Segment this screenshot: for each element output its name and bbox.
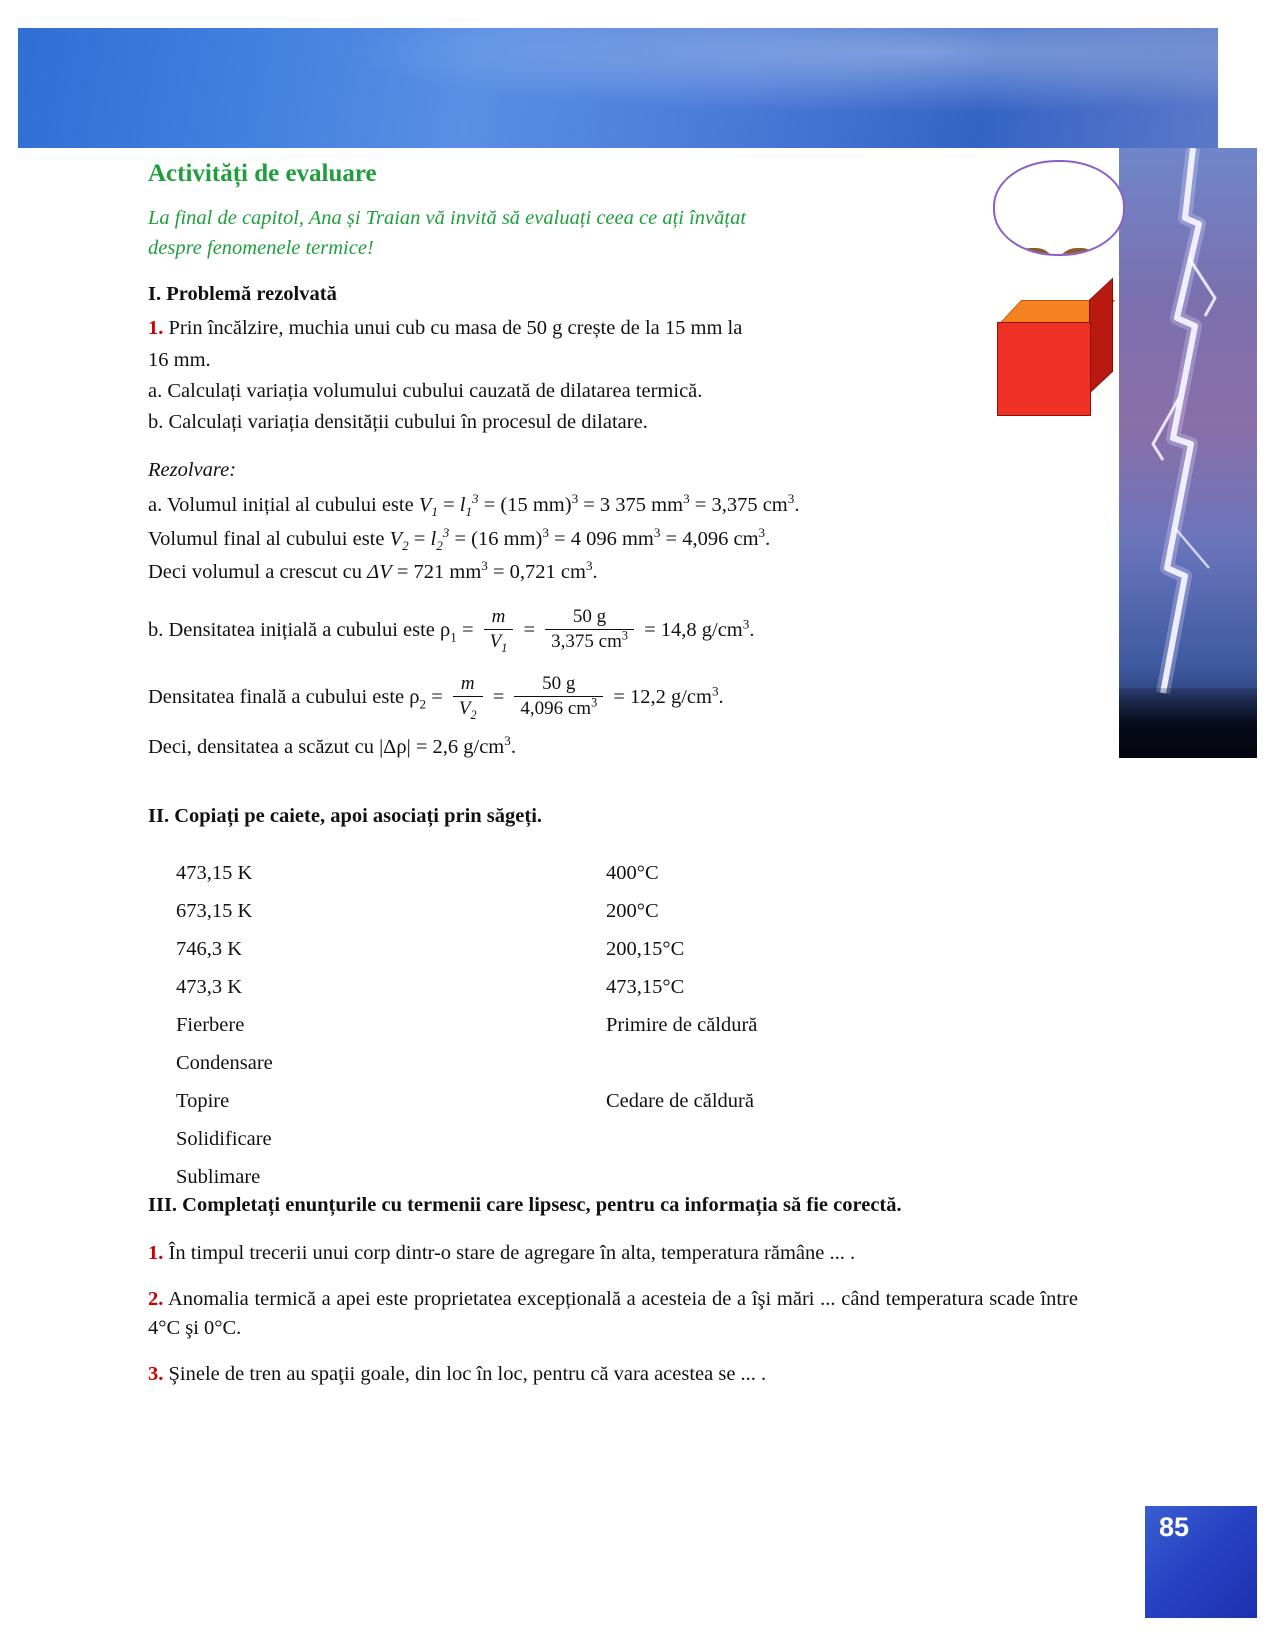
fill-in-item [148, 1360, 1078, 1390]
fill-in-item [148, 1285, 1078, 1344]
intro-line-2: despre fenomenele termice! [148, 236, 374, 259]
solution-a-line-3: Deci volumul a crescut cu ΔV = 721 $mm^3 = 0,721$ $cm^3$. [148, 558, 598, 584]
solution-b-result: = 14,8 g/cm [644, 619, 743, 642]
photo-ground [1119, 688, 1257, 758]
solution-a-val-1: = 3 375 mm [583, 493, 684, 516]
solution-a-line-2: Volumul final al cubului este $V_2 = l_2^3 = (16$ mm)$^3$ = 4 096 $mm^3 = 4,096$ $cm^3$. [148, 524, 771, 553]
symbol-l1: $l_1^3$ [459, 491, 479, 519]
solution-a-eq: = (15 mm) [483, 493, 572, 516]
section-2-heading: II. Copiați pe caiete, apoi asociați prin săgeți. [148, 804, 543, 827]
fraction-denominator: $V_1$ [484, 629, 514, 653]
intro-line-1: La final de capitol, Ana și Traian vă invită să evaluați ceea ce ați învățat [148, 207, 747, 229]
matching-exercise [148, 854, 1078, 1194]
list-item[interactable]: 473,3 K [176, 975, 243, 998]
solution-b-prefix: b. Densitatea inițială a cubului este ρ [148, 619, 451, 642]
symbol-V2: $V_2$ [389, 527, 409, 553]
list-item[interactable]: 673,15 K [176, 899, 253, 922]
list-item[interactable]: Sublimare [176, 1165, 261, 1188]
problem-sub-a: a. Calculați variația volumului cubului cauzată de dilatarea termică. [148, 379, 703, 402]
lightning-bolt-icon [1119, 148, 1257, 758]
fraction-mass-over-volume-1 [545, 606, 634, 653]
list-item[interactable]: 473,15 K [176, 861, 253, 884]
list-item[interactable]: 746,3 K [176, 937, 243, 960]
problem-number: 1. [148, 317, 164, 340]
list-item[interactable]: Topire [176, 1089, 230, 1112]
intro-paragraph [148, 204, 908, 263]
solution-a2-val-1: = 4 096 mm [554, 527, 654, 550]
item-number: 1. [148, 1241, 164, 1264]
list-item-empty [606, 1158, 757, 1196]
solution-a-val-2: = 3,375 cm [694, 493, 788, 516]
solution-a3-val-2: = 0,721 cm [492, 561, 586, 584]
list-item[interactable]: Condensare [176, 1051, 273, 1074]
section-3-heading: III. Completați enunțurile cu termenii care lipsesc, pentru ca informația să fie corectă. [148, 1193, 902, 1216]
solution-b-line-1: b. Densitatea inițială a cubului este $\rho_1$ = $\frac{m}{V_1}$ = $\frac{50 g}{3,375 cm^3}$ = 14,8 $g/cm^3$. [148, 606, 755, 655]
solution-b2-prefix: Densitatea finală a cubului este ρ [148, 686, 420, 709]
solution-a2-eq: = (16 mm) [454, 527, 543, 550]
fraction-m-over-V2 [453, 673, 483, 720]
fraction-denominator: 3,375 $cm^3$ [545, 629, 634, 653]
fraction-numerator: m [460, 673, 475, 695]
list-item[interactable]: 400°C [606, 861, 659, 884]
fraction-m-over-V1 [484, 606, 514, 653]
symbol-l2: $l_2^3$ [430, 524, 450, 553]
page-number: 85 [1159, 1512, 1190, 1542]
problem-statement [148, 314, 1078, 343]
fraction-numerator: m [491, 606, 506, 628]
solution-b2-result: = 12,2 g/cm [613, 686, 712, 709]
section-1-heading: I. Problemă rezolvată [148, 283, 337, 306]
item-text: Anomalia termică a apei este proprietatea excepțională a acesteia de a îşi mări ... când temperatura scade între 4°C şi 0°C. [148, 1287, 1078, 1340]
solution-a2-val-2: = 4,096 cm [665, 527, 759, 550]
symbol-delta-V: ΔV [367, 561, 392, 584]
solution-a-prefix: a. Volumul inițial al cubului este [148, 493, 414, 516]
fraction-numerator: 50 g [542, 673, 576, 695]
list-item[interactable]: 200°C [606, 899, 659, 922]
denominator-text: 4,096 cm [520, 698, 592, 720]
item-number: 2. [148, 1287, 164, 1310]
problem-statement-line-1: Prin încălzire, muchia unui cub cu masa de 50 g crește de la 15 mm la [168, 317, 743, 340]
list-item[interactable]: 200,15°C [606, 937, 685, 960]
solution-a-line-1: a. Volumul inițial al cubului este $V_1 = l_1^3 = (15$ mm)$^3$ = 3 375 $mm^3 = 3,375$ $cm^3$. [148, 491, 800, 519]
problem-statement-cont: 16 mm. [148, 348, 211, 371]
solution-a2-prefix: Volumul final al cubului este [148, 527, 385, 550]
fraction-denominator: $V_2$ [453, 696, 483, 720]
problem-sub-b: b. Calculați variația densității cubului în procesul de dilatare. [148, 410, 648, 433]
list-item[interactable]: Cedare de căldură [606, 1089, 754, 1112]
solution-b3-end: . [510, 736, 516, 759]
list-item-empty [606, 1120, 757, 1158]
list-item[interactable]: Fierbere [176, 1013, 245, 1036]
solution-b3-text: Deci, densitatea a scăzut cu |Δρ| = 2,6 g/cm [148, 736, 505, 759]
page-title: Activități de evaluare [148, 160, 377, 187]
cube-face-side [1089, 278, 1113, 394]
item-text: În timpul trecerii unui corp dintr-o stare de agregare în alta, temperatura rămâne ... . [168, 1241, 856, 1264]
solution-label: Rezolvare: [148, 458, 237, 481]
content-column [148, 160, 1078, 1406]
page-number-badge [1145, 1506, 1257, 1618]
section-3-items [148, 1239, 1078, 1390]
matching-left-column [176, 854, 273, 1196]
list-item[interactable]: Primire de căldură [606, 1013, 758, 1036]
symbol-V1: $V_1$ [418, 493, 438, 519]
solution-a3-prefix: Deci volumul a crescut cu [148, 561, 363, 584]
solution-b3-exponent: 3 [504, 733, 511, 749]
solution-b-line-2: Densitatea finală a cubului este $\rho_2$ = $\frac{m}{V_2}$ = $\frac{50 g}{4,096 cm^3}$ = 12,2 $g/cm^3$. [148, 673, 724, 722]
fraction-denominator: 4,096 $cm^3$ [514, 696, 603, 720]
fraction-mass-over-volume-2 [514, 673, 603, 720]
list-item[interactable]: Solidificare [176, 1127, 272, 1150]
solution-a3-val-1: = 721 mm [396, 561, 482, 584]
denominator-text: 3,375 cm [551, 631, 622, 653]
fill-in-item [148, 1239, 1078, 1269]
item-number: 3. [148, 1363, 164, 1386]
top-banner-decoration [18, 28, 1218, 148]
solution-b-line-3 [148, 732, 1078, 763]
matching-right-column [606, 854, 757, 1196]
fraction-numerator: 50 g [572, 606, 607, 628]
lightning-photo [1119, 148, 1257, 758]
item-text: Şinele de tren au spaţii goale, din loc în loc, pentru că vara acestea se ... . [168, 1363, 767, 1386]
list-item[interactable]: 473,15°C [606, 975, 685, 998]
list-item-empty [606, 1044, 757, 1082]
